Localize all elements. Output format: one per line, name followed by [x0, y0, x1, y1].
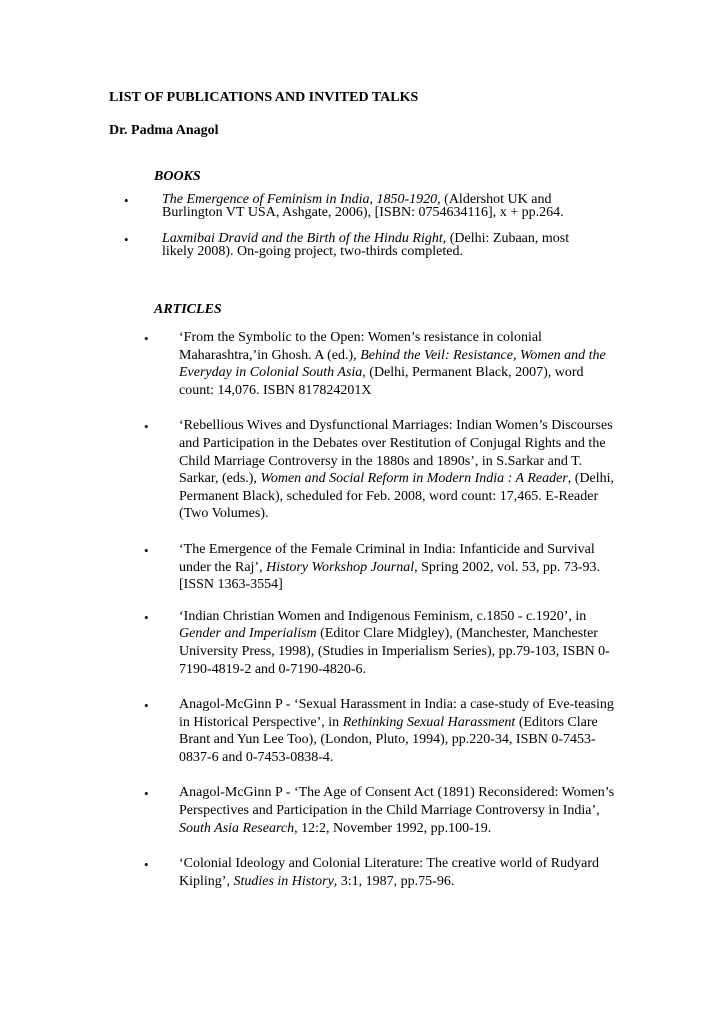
citation-text: ‘Rebellious Wives and Dysfunctional Marriages: Indian Women’s Discourses and Participation in the Debates over Restitution of Conjugal Rights and the Child Marriage Controversy in the 1880s and 1890s’, in S.Sarkar and T. Sarkar, (eds.), — [179, 418, 613, 487]
article-citation — [179, 785, 614, 835]
book-details: , (Delhi: Zubaan, most likely 2008). On-going project, two-thirds completed. — [162, 231, 570, 259]
article-entry — [0, 417, 619, 523]
article-citation — [179, 542, 600, 592]
publication-title: Behind the Veil: Resistance, Women and the Everyday in Colonial South Asia — [179, 347, 606, 381]
article-citation — [179, 330, 606, 398]
book-citation — [162, 231, 569, 259]
article-citation — [179, 609, 610, 677]
citation-text: , Spring 2002, vol. 53, pp. 73-93. [ISSN 1363-3554] — [179, 559, 601, 593]
articles-heading: ARTICLES — [154, 302, 222, 317]
publication-title: Women and Social Reform in Modern India : A Reader — [260, 471, 568, 487]
book-citation — [162, 192, 564, 220]
article-entry — [0, 784, 619, 837]
citation-text: , (Delhi, Permanent Black, 2007), word count: 14,076. ISBN 817824201X — [179, 365, 584, 398]
article-entry — [0, 329, 619, 399]
citation-text: ‘The Emergence of the Female Criminal in India: Infanticide and Survival under the Raj’, — [179, 541, 595, 575]
article-citation — [179, 418, 614, 521]
publication-title: History Workshop Journal — [266, 559, 415, 575]
article-citation — [179, 697, 614, 765]
bullet-icon: • — [144, 419, 149, 435]
book-entry — [0, 232, 602, 258]
citation-text: ‘Indian Christian Women and Indigenous Feminism, c.1850 - c.1920’, in — [179, 608, 587, 624]
bullet-icon: • — [144, 331, 149, 346]
article-entry — [0, 608, 619, 678]
publication-title: Studies in History — [233, 873, 334, 889]
article-entry — [0, 855, 619, 890]
articles-list — [0, 329, 725, 890]
book-details: , (Aldershot UK and Burlington VT USA, Ashgate, 2006), [ISBN: 0754634116], x + pp.264. — [162, 192, 564, 220]
citation-text: (Editor Clare Midgley), (Manchester, Manchester University Press, 1998), (Studies in Imperialism Series), pp.79-103, ISBN 0-7190-4819-2 and 0-7190-4820-6. — [179, 626, 610, 677]
article-entry — [0, 696, 619, 766]
bullet-icon: • — [144, 786, 149, 802]
book-title: Laxmibai Dravid and the Birth of the Hindu Right — [162, 231, 443, 246]
bullet-icon: • — [144, 542, 149, 558]
bullet-icon: • — [144, 609, 149, 625]
bullet-icon: • — [144, 857, 149, 873]
citation-text: Anagol-McGinn P - ‘Sexual Harassment in India: a case-study of Eve-teasing in Historical Perspective’, in — [179, 697, 614, 730]
citation-text: , 3:1, 1987, pp.75-96. — [333, 873, 455, 889]
citation-text: Anagol-McGinn P - ‘The Age of Consent Act (1891) Reconsidered: Women’s Perspectives and Participation in the Child Marriage Controversy in India’, — [179, 785, 615, 819]
books-list — [0, 193, 725, 258]
citation-text: , (Delhi, Permanent Black), scheduled for Feb. 2008, word count: 17,465. E-Reader (Two Volumes). — [179, 471, 615, 522]
bullet-icon: • — [124, 193, 129, 208]
citation-text: ‘From the Symbolic to the Open: Women’s resistance in colonial Maharashtra,’in Ghosh. A (ed.), — [179, 330, 542, 363]
article-entry — [0, 541, 619, 594]
document-author: Dr. Padma Anagol — [109, 123, 219, 138]
bullet-icon: • — [144, 698, 149, 714]
citation-text: ‘Colonial Ideology and Colonial Literature: The creative world of Rudyard Kipling’, — [179, 856, 600, 889]
citation-text: (Editors Clare Brant and Yun Lee Too), (London, Pluto, 1994), pp.220-34, ISBN 0-7453-0837-6 and 0-7453-0838-4. — [179, 714, 598, 765]
publication-title: Rethinking Sexual Harassment — [342, 714, 516, 730]
book-title: The Emergence of Feminism in India, 1850-1920 — [162, 192, 438, 207]
article-citation — [179, 856, 599, 889]
document-title: LIST OF PUBLICATIONS AND INVITED TALKS — [109, 90, 419, 105]
books-heading: BOOKS — [154, 169, 201, 184]
publication-title: South Asia Research — [179, 820, 295, 836]
book-entry — [0, 193, 602, 219]
citation-text: , 12:2, November 1992, pp.100-19. — [294, 820, 492, 836]
bullet-icon: • — [124, 232, 129, 247]
publication-title: Gender and Imperialism — [179, 626, 317, 642]
